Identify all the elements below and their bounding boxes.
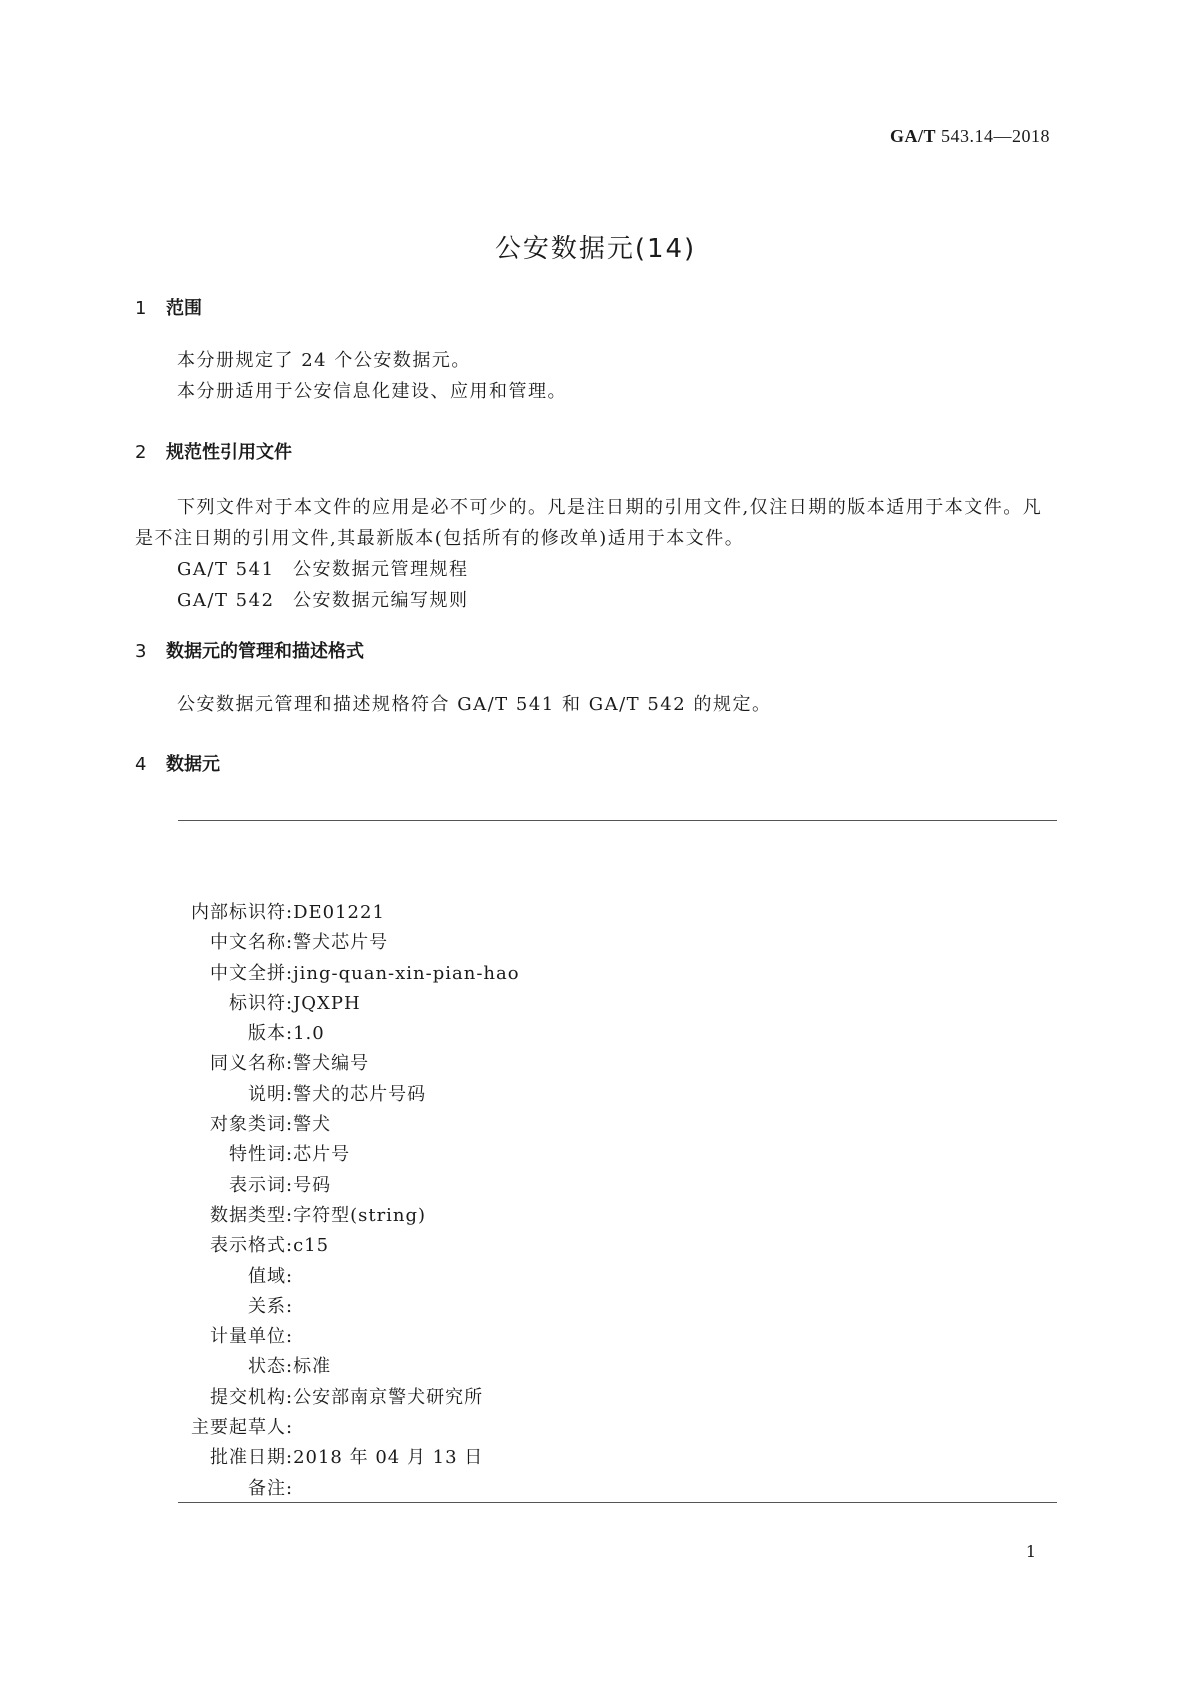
field-value: 警犬芯片号: [293, 932, 389, 954]
field-approval-date: 批准日期:2018 年 04 月 13 日: [178, 1443, 520, 1473]
field-value: 2018 年 04 月 13 日: [293, 1447, 484, 1469]
field-chinese-name: 中文名称:警犬芯片号: [178, 928, 520, 958]
field-value: 字符型(string): [293, 1204, 427, 1226]
field-value: 公安部南京警犬研究所: [293, 1386, 484, 1408]
document-title: 公安数据元(14): [494, 234, 697, 264]
standard-number: [890, 126, 1050, 147]
section-number: 1: [135, 298, 147, 319]
section-number: 2: [135, 442, 147, 463]
field-submitter: 提交机构:公安部南京警犬研究所: [178, 1383, 520, 1413]
section-1-heading: [135, 294, 202, 320]
field-value: 标准: [293, 1356, 332, 1378]
section-2-body: [135, 492, 1057, 616]
field-value: JQXPH: [293, 992, 361, 1014]
field-property: 特性词:芯片号: [178, 1140, 520, 1170]
field-label: 提交机构: [210, 1386, 286, 1408]
field-label: 内部标识符: [191, 902, 286, 923]
section-4-heading: [135, 750, 220, 776]
reference-item: [135, 585, 1057, 616]
section-3-heading: [135, 637, 364, 663]
references-intro: 下列文件对于本文件的应用是必不可少的。凡是注日期的引用文件,仅注日期的版本适用于本文件。凡是不注日期的引用文件,其最新版本(包括所有的修改单)适用于本文件。: [135, 497, 1043, 549]
field-value: DE01221: [293, 902, 385, 923]
bottom-divider: [178, 1502, 1057, 1503]
field-label: 中文名称: [210, 932, 286, 954]
scope-line-1: 本分册规定了 24 个公安数据元。: [177, 350, 471, 371]
field-data-type: 数据类型:字符型(string): [178, 1201, 520, 1231]
field-value: 号码: [293, 1174, 332, 1196]
section-1-body: [135, 345, 1057, 407]
section-number: 4: [135, 754, 147, 775]
field-synonym: 同义名称:警犬编号: [178, 1049, 520, 1079]
field-identifier: 标识符:JQXPH: [178, 989, 520, 1019]
field-label: 同义名称: [210, 1053, 286, 1075]
field-value: 警犬的芯片号码: [293, 1083, 427, 1105]
section-number: 3: [135, 641, 147, 662]
reference-code: GA/T 542: [177, 590, 275, 611]
format-statement: 公安数据元管理和描述规格符合 GA/T 541 和 GA/T 542 的规定。: [177, 694, 772, 715]
scope-line-2: 本分册适用于公安信息化建设、应用和管理。: [177, 381, 567, 402]
field-description: 说明:警犬的芯片号码: [178, 1080, 520, 1110]
section-2-heading: [135, 438, 292, 464]
field-label: 表示格式: [210, 1235, 286, 1257]
field-label: 批准日期: [210, 1447, 286, 1469]
field-version: 版本:1.0: [178, 1019, 520, 1049]
field-label: 计量单位: [210, 1326, 286, 1348]
field-label: 备注: [248, 1477, 286, 1499]
field-label: 对象类词: [210, 1114, 286, 1136]
field-label: 主要起草人: [191, 1417, 286, 1439]
field-label: 版本: [248, 1023, 286, 1045]
field-label: 标识符: [229, 992, 286, 1014]
reference-name: 公安数据元编写规则: [293, 590, 469, 611]
field-label: 中文全拼: [210, 962, 286, 984]
field-remarks: 备注:: [178, 1474, 520, 1504]
standard-code: 543.14—2018: [941, 126, 1050, 146]
field-label: 说明: [248, 1083, 286, 1105]
field-value: 芯片号: [293, 1144, 351, 1166]
field-value: 1.0: [293, 1023, 325, 1045]
section-title: 数据元: [166, 754, 220, 775]
field-label: 特性词: [229, 1144, 286, 1166]
section-title: 范围: [166, 298, 202, 319]
section-3-body: [135, 689, 1057, 720]
field-label: 数据类型: [210, 1204, 286, 1226]
field-value: 警犬编号: [293, 1053, 370, 1075]
section-title: 数据元的管理和描述格式: [166, 641, 364, 662]
data-element-record: [178, 898, 520, 1504]
field-object-class: 对象类词:警犬: [178, 1110, 520, 1140]
reference-item: [135, 554, 1057, 585]
field-status: 状态:标准: [178, 1352, 520, 1382]
field-unit: 计量单位:: [178, 1322, 520, 1352]
field-value: c15: [293, 1235, 330, 1257]
field-label: 表示词: [229, 1174, 286, 1196]
field-value-domain: 值域:: [178, 1262, 520, 1292]
field-pinyin: 中文全拼:jing-quan-xin-pian-hao: [178, 959, 520, 989]
field-internal-id: 内部标识符:DE01221: [178, 898, 520, 928]
field-representation: 表示词:号码: [178, 1171, 520, 1201]
page-number: 1: [1025, 1542, 1036, 1561]
section-title: 规范性引用文件: [166, 442, 292, 463]
standard-prefix: GA/T: [889, 126, 936, 146]
reference-code: GA/T 541: [177, 559, 275, 580]
field-value: jing-quan-xin-pian-hao: [293, 962, 520, 984]
field-label: 关系: [248, 1295, 286, 1317]
field-relation: 关系:: [178, 1292, 520, 1322]
field-label: 值域: [248, 1265, 286, 1287]
field-label: 状态: [248, 1356, 286, 1378]
reference-name: 公安数据元管理规程: [293, 559, 469, 580]
top-divider: [178, 820, 1057, 821]
field-format: 表示格式:c15: [178, 1231, 520, 1261]
field-value: 警犬: [293, 1114, 332, 1136]
field-drafter: 主要起草人:: [178, 1413, 520, 1443]
